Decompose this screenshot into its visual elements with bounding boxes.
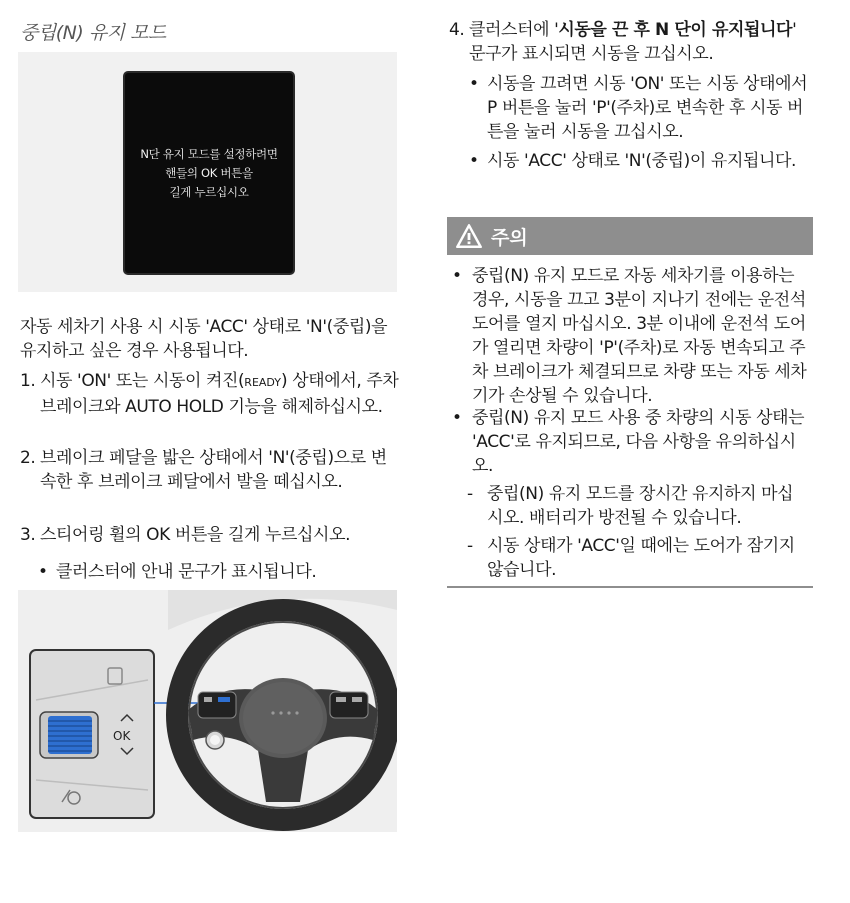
bullet-symbol: • [38, 562, 48, 582]
section-title: 중립(N) 유지 모드 [20, 22, 166, 44]
cluster-message-line-1: N단 유지 모드를 설정하려면 [140, 146, 278, 161]
step-4-number: 4. [449, 20, 465, 40]
caution-sub-item-1 [467, 482, 807, 530]
intro-paragraph: 자동 세차기 사용 시 시동 'ACC' 상태로 'N'(중립)을 유지하고 싶은 경우 사용됩니다. [20, 317, 388, 361]
step-4-suffix: ' 문구가 표시되면 시동을 끄십시오. [469, 20, 797, 64]
cluster-display [123, 71, 295, 275]
step-1-text-after: ) 상태에서, 주차 브레이크와 AUTO HOLD 기능을 해제하십시오. [40, 371, 399, 417]
warning-triangle-icon [455, 223, 483, 249]
step-3-text: 스티어링 휠의 OK 버튼을 길게 누르십시오. [40, 525, 351, 545]
step-4-bullet-1-text: 시동을 끄려면 시동 'ON' 또는 시동 상태에서 P 버튼을 눌러 'P'(주차)로 변속한 후 시동 버튼을 눌러 시동을 끄십시오. [487, 74, 808, 142]
step-4-bullet-2-text: 시동 'ACC' 상태로 'N'(중립)이 유지됩니다. [487, 151, 797, 171]
step-4-prefix: 클러스터에 ' [469, 20, 559, 40]
cluster-message-line-2: 핸들의 OK 버튼을 [165, 165, 253, 180]
step-1-number: 1. [20, 371, 36, 391]
ok-label: OK [113, 729, 131, 743]
dash-symbol: - [467, 484, 473, 504]
left-switch-cluster [198, 692, 236, 718]
caution-end-rule [447, 586, 813, 588]
step-4-bullet-2 [469, 149, 814, 173]
bullet-symbol: • [452, 408, 462, 428]
cluster-screen-figure [18, 52, 397, 292]
step-4-text [469, 18, 814, 66]
ready-indicator: READY [244, 376, 282, 389]
step-1 [20, 369, 400, 419]
cluster-message-line-3: 길게 누르십시오 [169, 184, 249, 199]
cluster-message [140, 145, 277, 202]
step-2 [20, 446, 400, 494]
step-3-bullet [38, 560, 398, 584]
caution-bullet-2 [452, 406, 812, 478]
dash-symbol: - [467, 536, 473, 556]
caution-label: 주의 [491, 226, 528, 249]
steering-wheel-figure [18, 590, 397, 832]
step-3-bullet-text: 클러스터에 안내 문구가 표시됩니다. [56, 562, 317, 582]
right-switch-cluster [330, 692, 368, 718]
bullet-symbol: • [469, 151, 479, 171]
caution-bullet-2-text: 중립(N) 유지 모드 사용 중 차량의 시동 상태는 'ACC'로 유지되므로, 다음 사항을 유의하십시오. [472, 408, 805, 476]
step-3 [20, 523, 400, 547]
step-2-text: 브레이크 페달을 밟은 상태에서 'N'(중립)으로 변속한 후 브레이크 페달에서 발을 떼십시오. [40, 448, 387, 492]
caution-sub-item-1-text: 중립(N) 유지 모드를 장시간 유지하지 마십시오. 배터리가 방전될 수 있습니다. [487, 484, 794, 528]
ok-scroll-wheel [48, 716, 92, 754]
bullet-symbol: • [469, 74, 479, 94]
caution-header [447, 217, 813, 255]
steering-wheel-illustration [18, 590, 397, 832]
bullet-symbol: • [452, 266, 462, 286]
step-4-bold-message: 시동을 끈 후 N 단이 유지됩니다 [558, 20, 793, 40]
step-4 [449, 18, 814, 66]
caution-bullet-1 [452, 264, 812, 408]
caution-sub-item-2 [467, 534, 807, 582]
caution-bullet-1-text: 중립(N) 유지 모드로 자동 세차기를 이용하는 경우, 시동을 끄고 3분이 지나기 전에는 운전석 도어를 열지 마십시오. 3분 이내에 운전석 도어가 열리면 차량이 'P'(주차)로 자동 변속되고 주차 브레이크가 체결되므로 차량 또는 자동 세차기가 손상될 수 있습니다. [472, 266, 807, 406]
caution-sub-item-2-text: 시동 상태가 'ACC'일 때에는 도어가 잠기지 않습니다. [487, 536, 795, 580]
step-3-number: 3. [20, 525, 36, 545]
step-1-text [40, 369, 400, 419]
step-1-text-before: 시동 'ON' 또는 시동이 켜진( [40, 371, 245, 391]
step-2-number: 2. [20, 448, 36, 468]
step-4-bullet-1 [469, 72, 814, 144]
